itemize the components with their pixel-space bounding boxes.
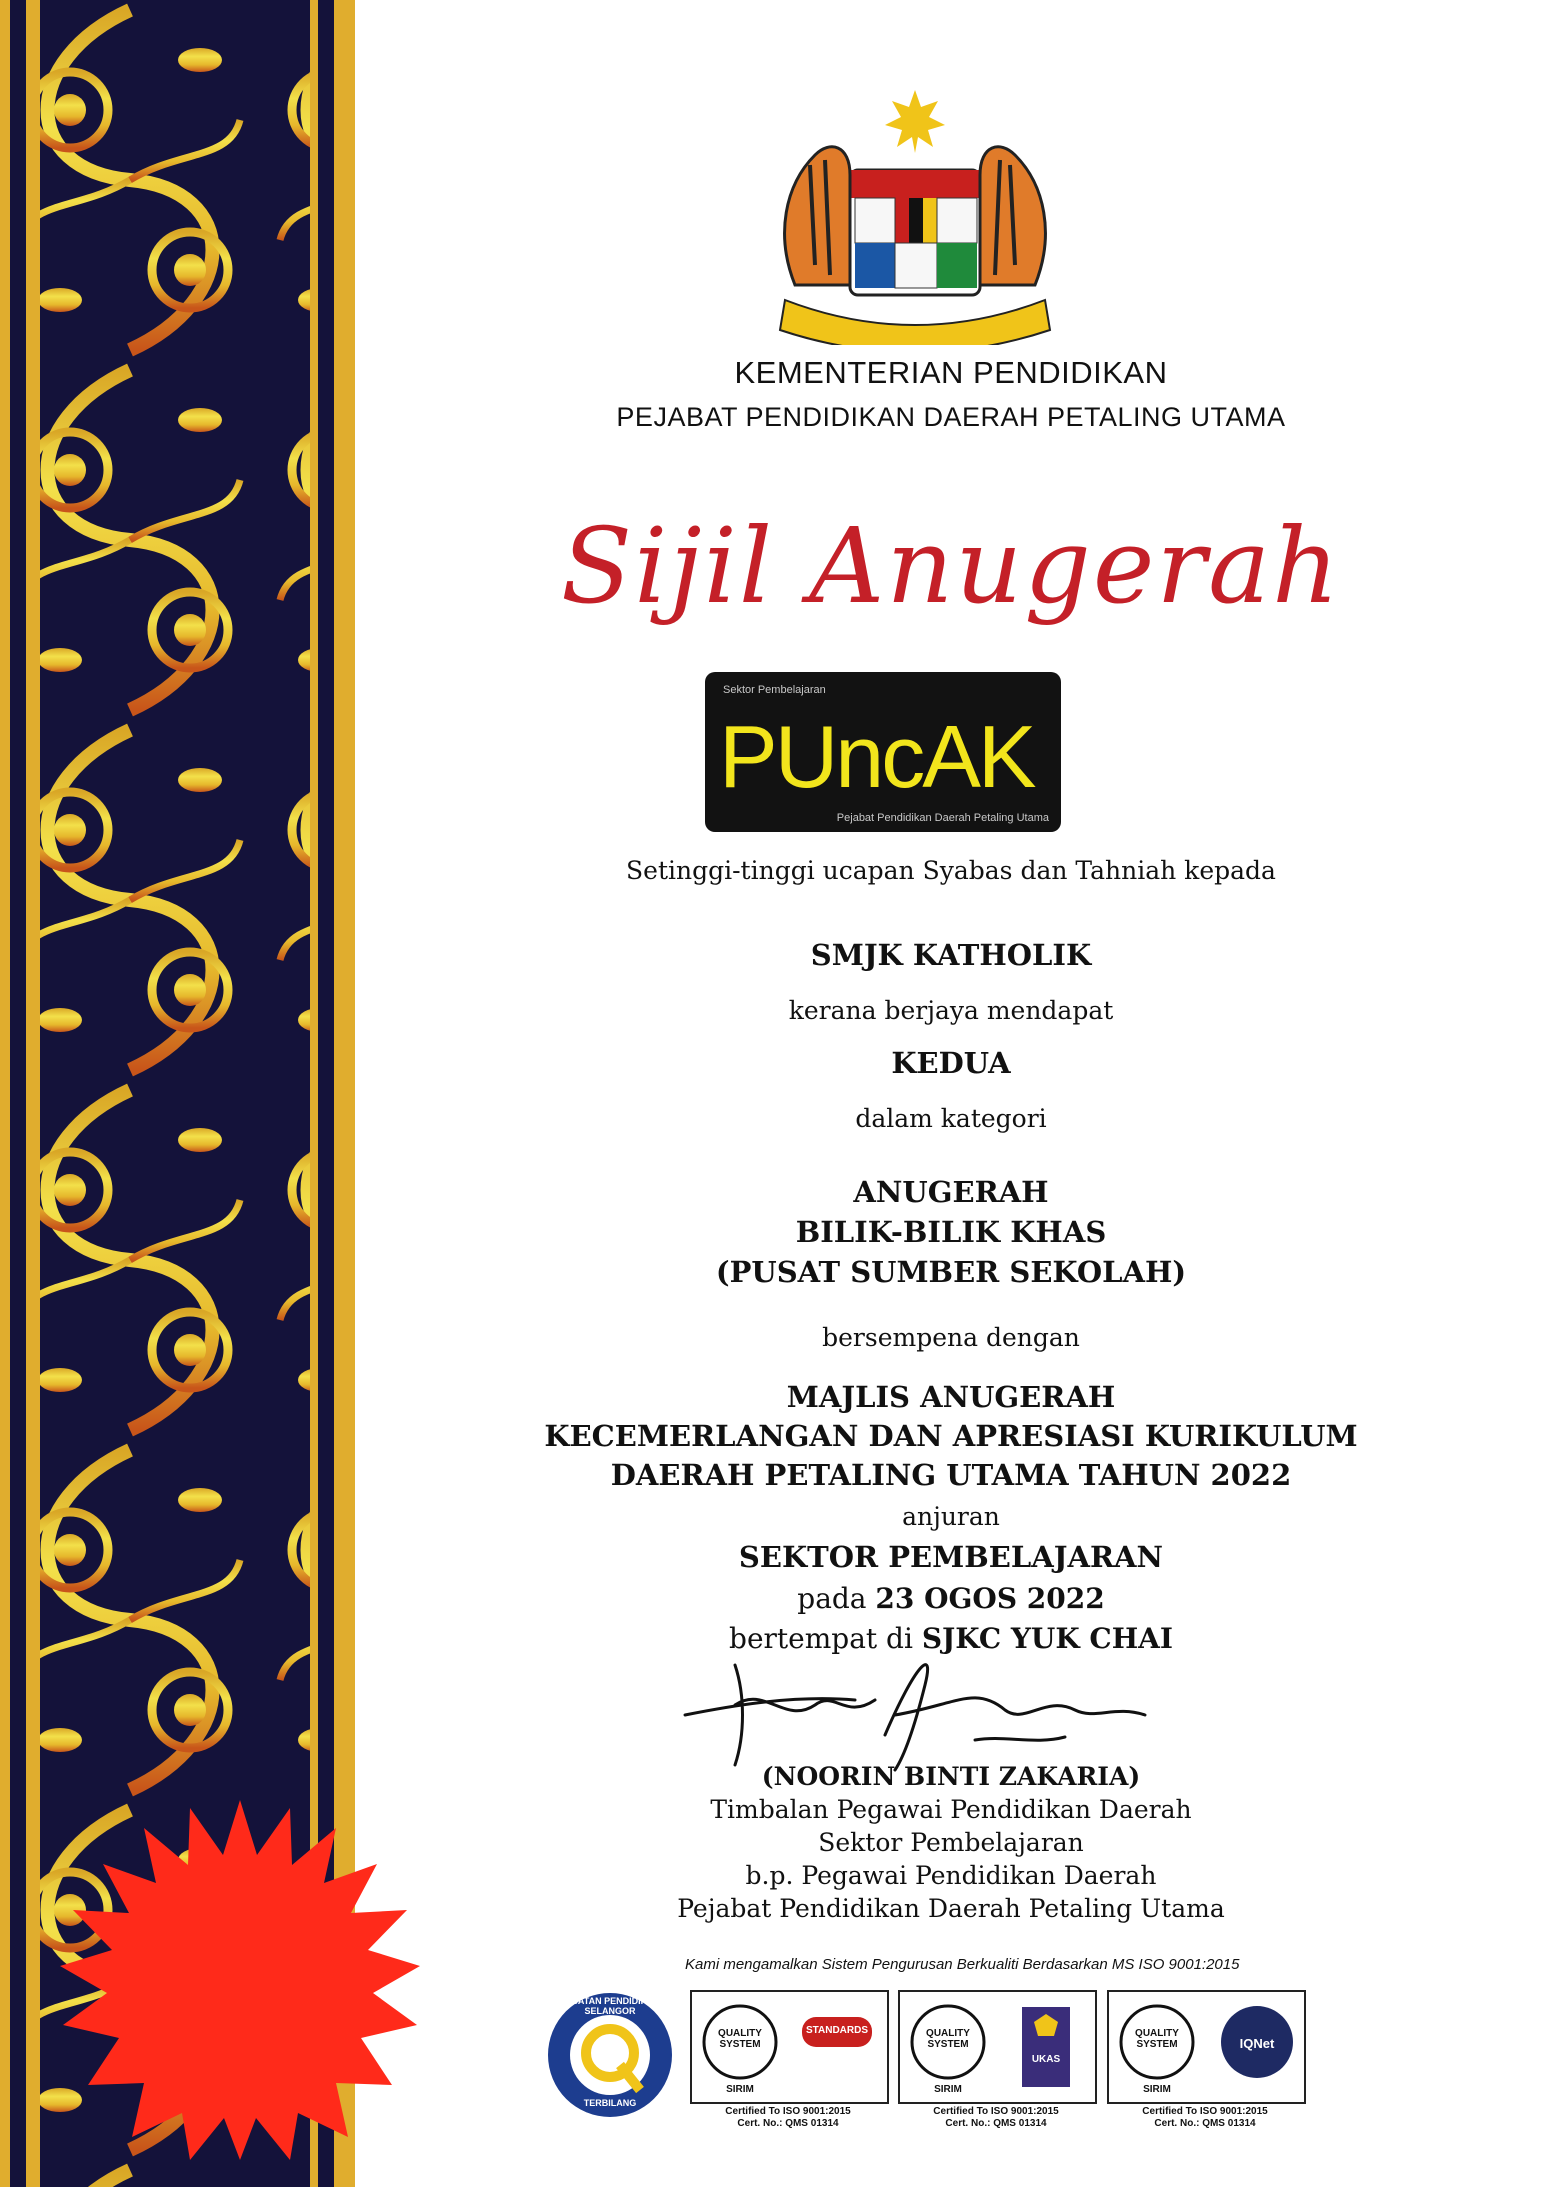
sirim-label: SIRIM	[726, 2084, 754, 2095]
signatory-title-3: b.p. Pegawai Pendidikan Daerah	[745, 1861, 1157, 1890]
cert-caption-3-line-1: Certified To ISO 9001:2015	[1142, 2106, 1268, 2117]
cert-caption-1	[688, 2106, 888, 2130]
signatory-title-2: Sektor Pembelajaran	[818, 1828, 1084, 1857]
organiser-name: SEKTOR PEMBELAJARAN	[738, 1540, 1164, 1574]
event-line-3: DAERAH PETALING UTAMA TAHUN 2022	[610, 1458, 1292, 1492]
cert-badge-ukas	[898, 1990, 1097, 2104]
cert-badge-standards	[690, 1990, 889, 2104]
in-conjunction-text: bersempena dengan	[822, 1323, 1080, 1352]
cert-caption-2-line-2: Cert. No.: QMS 01314	[945, 2118, 1047, 2129]
organised-by-text: anjuran	[902, 1502, 1000, 1531]
cert-caption-1-line-2: Cert. No.: QMS 01314	[737, 2118, 839, 2129]
district-office-name: PEJABAT PENDIDIKAN DAERAH PETALING UTAMA	[616, 402, 1286, 432]
because-text: kerana berjaya mendapat	[788, 996, 1114, 1025]
sirim-label: SIRIM	[934, 2084, 962, 2095]
iqnet-label: IQNet	[1239, 2036, 1275, 2051]
coat-of-arms-emblem	[755, 85, 1075, 345]
category-label: dalam kategori	[855, 1104, 1047, 1133]
ukas-label: UKAS	[1031, 2054, 1061, 2065]
event-line-2: KECEMERLANGAN DAN APRESIASI KURIKULUM	[544, 1419, 1358, 1453]
puncak-logo	[705, 672, 1061, 832]
date-value: 23 OGOS 2022	[875, 1582, 1105, 1615]
cert-caption-2	[896, 2106, 1096, 2130]
event-line-1: MAJLIS ANUGERAH	[786, 1380, 1116, 1414]
quality-system-label: QUALITY SYSTEM	[718, 2028, 762, 2050]
category-line-1: ANUGERAH	[853, 1175, 1049, 1209]
date-prefix: pada	[797, 1582, 867, 1615]
quality-system-label: QUALITY SYSTEM	[926, 2028, 970, 2050]
seal-bottom-text: TERBILANG	[583, 2098, 637, 2108]
venue-prefix: bertempat di	[729, 1622, 913, 1655]
signatory-title-4: Pejabat Pendidikan Daerah Petaling Utama	[677, 1894, 1225, 1923]
certificate-body	[355, 0, 1547, 2187]
cert-badge-iqnet	[1107, 1990, 1306, 2104]
quality-system-label: QUALITY SYSTEM	[1135, 2028, 1179, 2050]
signature	[675, 1645, 1235, 1775]
puncak-logo-word: PUncAK	[719, 707, 1034, 806]
cert-caption-2-line-1: Certified To ISO 9001:2015	[933, 2106, 1059, 2117]
category-line-3: (PUSAT SUMBER SEKOLAH)	[715, 1255, 1187, 1289]
event-date	[355, 1582, 1547, 1615]
puncak-logo-bottom-text: Pejabat Pendidikan Daerah Petaling Utama	[836, 812, 1049, 824]
jabatan-pendidikan-selangor-seal	[545, 1990, 675, 2120]
category-line-2: BILIK-BILIK KHAS	[795, 1215, 1107, 1249]
signatory-name: (NOORIN BINTI ZAKARIA)	[761, 1762, 1141, 1791]
ministry-name: KEMENTERIAN PENDIDIKAN	[734, 355, 1168, 390]
sirim-label: SIRIM	[1143, 2084, 1171, 2095]
iso-note: Kami mengamalkan Sistem Pengurusan Berkualiti Berdasarkan MS ISO 9001:2015	[685, 1956, 1240, 1973]
signatory-title-1: Timbalan Pegawai Pendidikan Daerah	[710, 1795, 1192, 1824]
recipient-name: SMJK KATHOLIK	[810, 938, 1092, 972]
cert-caption-3	[1105, 2106, 1305, 2130]
standards-label: STANDARDS	[805, 2025, 869, 2036]
cert-caption-3-line-2: Cert. No.: QMS 01314	[1154, 2118, 1256, 2129]
puncak-logo-top-text: Sektor Pembelajaran	[723, 684, 826, 696]
cert-caption-1-line-1: Certified To ISO 9001:2015	[725, 2106, 851, 2117]
seal-top-text: JABATAN PENDIDIKAN SELANGOR	[559, 1996, 661, 2016]
certificate-title: Sijil Anugerah	[560, 505, 1342, 627]
placement-text: KEDUA	[891, 1046, 1011, 1080]
venue-value: SJKC YUK CHAI	[921, 1622, 1173, 1655]
greeting-text: Setinggi-tinggi ucapan Syabas dan Tahniah kepada	[626, 856, 1276, 885]
